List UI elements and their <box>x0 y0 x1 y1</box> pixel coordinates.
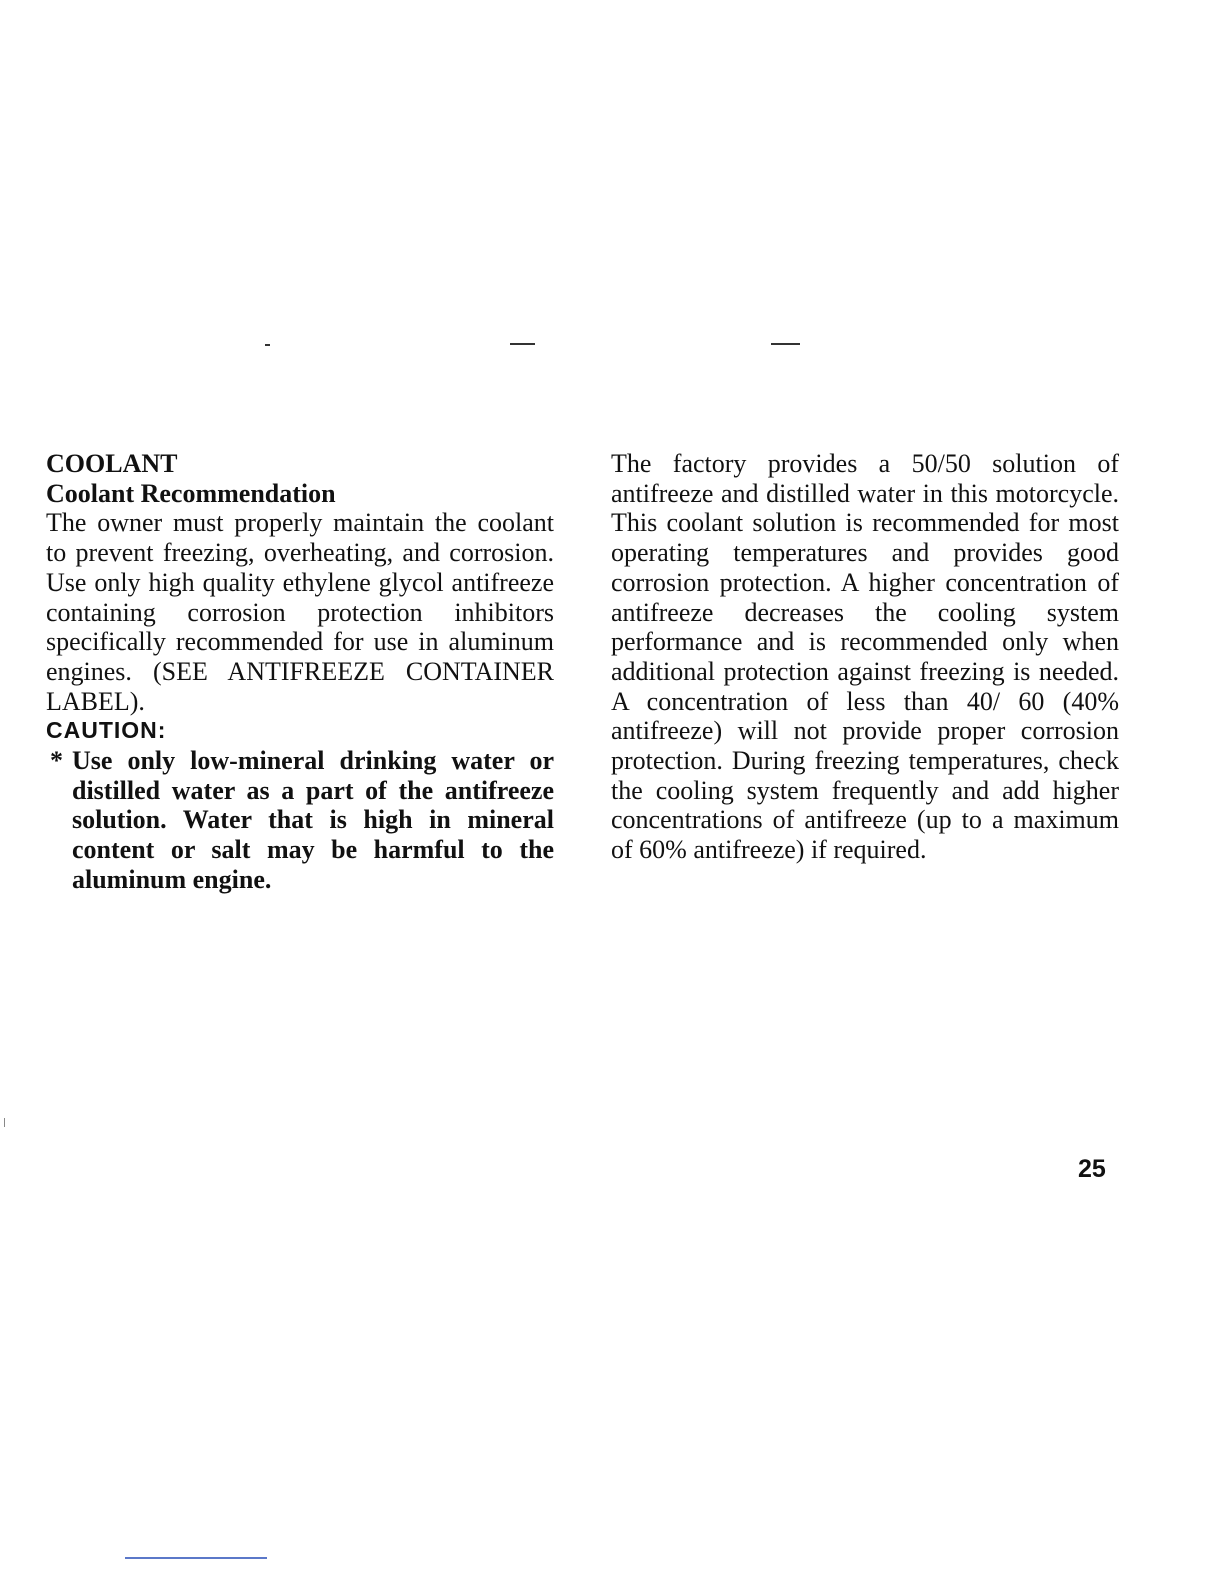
caution-label: CAUTION: <box>46 717 167 744</box>
bullet-asterisk-icon: * <box>50 746 63 776</box>
page-number: 25 <box>1078 1155 1106 1183</box>
caution-item <box>46 746 554 895</box>
coolant-maintenance-paragraph: The owner must properly maintain the coolant to prevent freezing, overheating, and corrosion. Use only high quality ethylene glycol antifreeze containing corrosion protection inhibitors specifically recommended for use in aluminum engines. (SEE ANTIFREEZE CONTAINER LABEL). <box>46 508 554 716</box>
right-column <box>611 449 1119 865</box>
scan-edge-mark <box>4 1118 5 1127</box>
scan-dash-mark <box>265 344 270 346</box>
factory-solution-paragraph: The factory provides a 50/50 solution of antifreeze and distilled water in this motorcycle. This coolant solution is recommended for most operating temperatures and provides good corrosion protection. A higher concentration of antifreeze decreases the cooling system performance and is recommended only when additional protection against freezing is needed. A concentration of less than 40/ 60 (40% antifreeze) will not provide proper corrosion protection. During freezing temperatures, check the cooling system frequently and add higher concentrations of antifreeze (up to a maximum of 60% antifreeze) if required. <box>611 449 1119 865</box>
caution-text: Use only low-mineral drinking water or distilled water as a part of the antifreeze solution. Water that is high in mineral content or salt may be harmful to the aluminum engine. <box>72 746 554 894</box>
left-column <box>46 449 554 895</box>
scan-dash-mark <box>771 343 800 345</box>
section-title: COOLANT <box>46 449 178 478</box>
scan-dash-mark <box>510 343 535 345</box>
subsection-title: Coolant Recommendation <box>46 478 336 508</box>
bottom-rule <box>125 1557 267 1559</box>
